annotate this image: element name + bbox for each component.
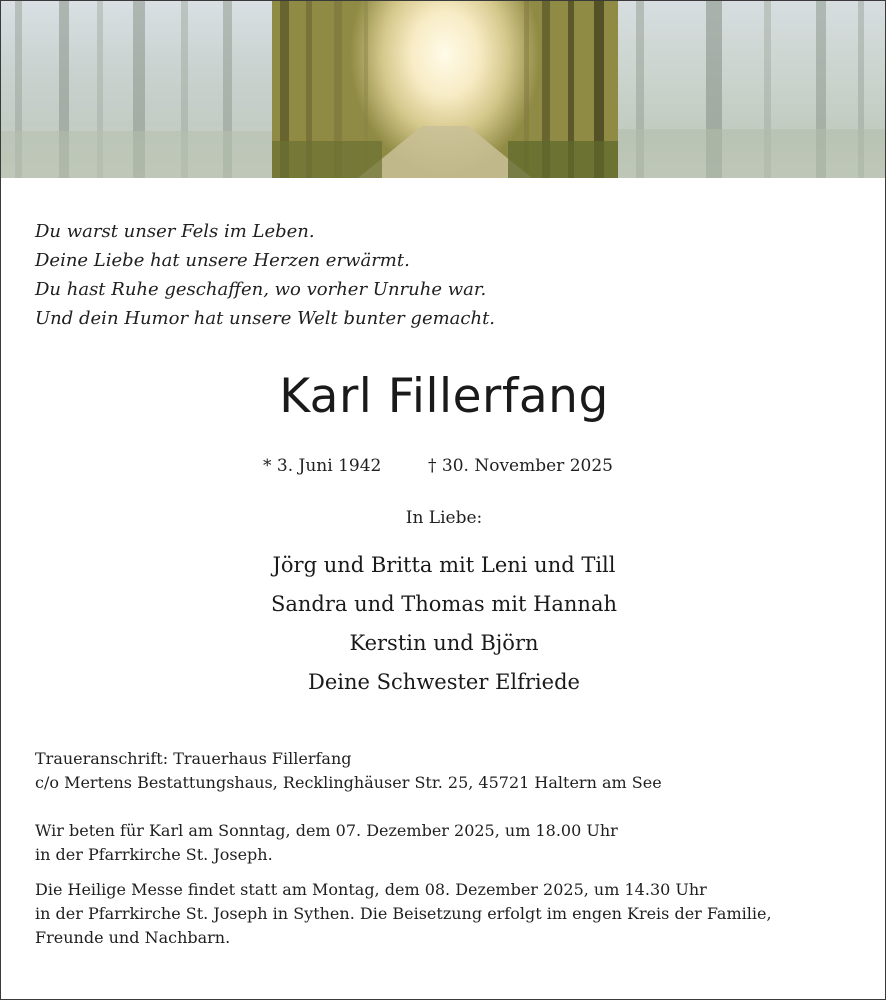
mourners-intro: In Liebe: [405,508,483,528]
mourners-list [1,546,886,702]
poem-line: Du warst unser Fels im Leben. [35,221,315,242]
mourning-address [35,747,865,795]
poem-line: Und dein Humor hat unsere Welt bunter gemacht. [35,308,496,329]
address-line: Traueranschrift: Trauerhaus Fillerfang [35,749,352,768]
mourner-entry: Sandra und Thomas mit Hannah [270,592,617,616]
prayer-notice [35,819,865,867]
address-line: c/o Mertens Bestattungshaus, Recklinghäuser Str. 25, 45721 Haltern am See [35,773,662,792]
mass-line: Freunde und Nachbarn. [35,928,231,947]
birth-date: * 3. Juni 1942 [263,456,382,476]
death-date: † 30. November 2025 [428,456,613,476]
deceased-name: Karl Fillerfang [279,369,609,424]
poem-line: Du hast Ruhe geschaffen, wo vorher Unruhe war. [35,279,487,300]
mourner-entry: Jörg und Britta mit Leni und Till [272,553,616,577]
forest-left-image [1,1,272,178]
mass-line: in der Pfarrkirche St. Joseph in Sythen. Die Beisetzung erfolgt im engen Kreis der Familie, [35,904,772,923]
mourner-entry: Kerstin und Björn [349,631,539,655]
poem-line: Deine Liebe hat unsere Herzen erwärmt. [35,250,410,271]
forest-center-image [272,1,618,178]
prayer-line: in der Pfarrkirche St. Joseph. [35,845,273,864]
prayer-line: Wir beten für Karl am Sonntag, dem 07. Dezember 2025, um 18.00 Uhr [35,821,618,840]
poem [35,217,855,333]
forest-right-image [618,1,886,178]
mass-notice [35,878,865,950]
mourner-entry: Deine Schwester Elfriede [308,670,580,694]
mass-line: Die Heilige Messe findet statt am Montag, dem 08. Dezember 2025, um 14.30 Uhr [35,880,707,899]
forest-banner [1,1,886,178]
